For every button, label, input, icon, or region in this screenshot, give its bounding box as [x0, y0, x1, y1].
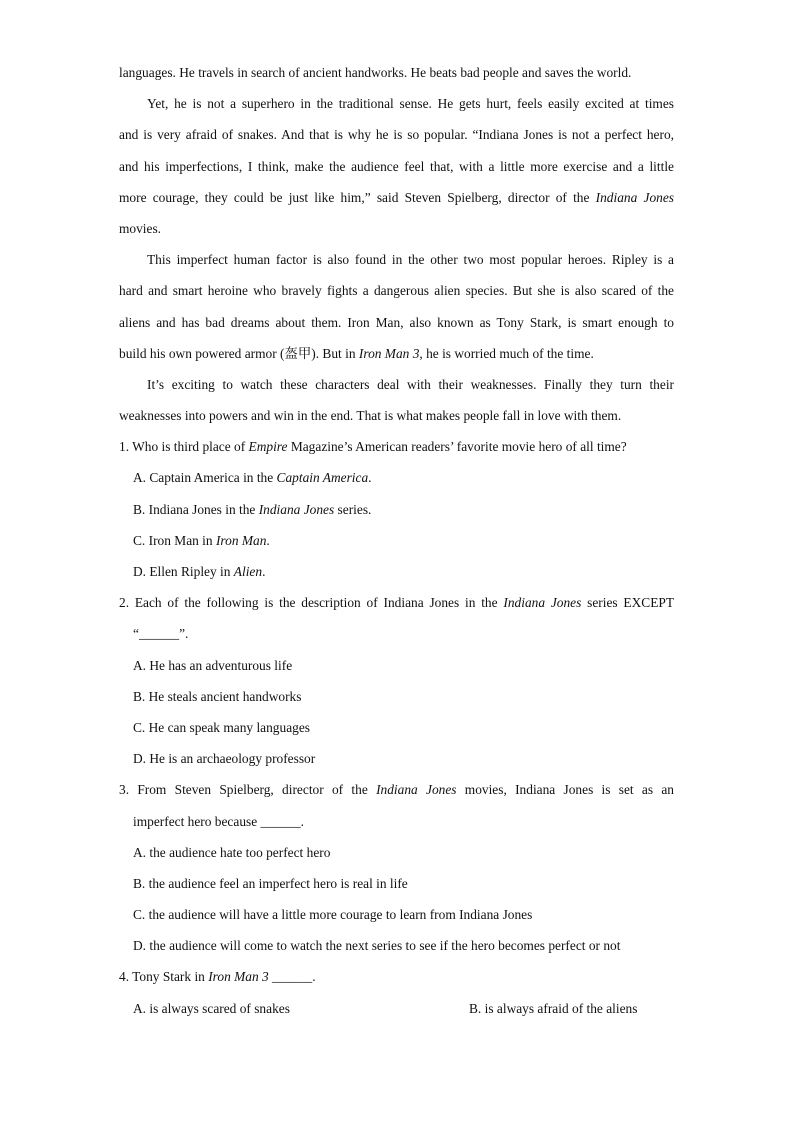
movie-title: Indiana Jones	[258, 501, 335, 517]
question-3-option-d[interactable]: D. the audience will come to watch the next series to see if the hero becomes perfect or not	[133, 938, 621, 954]
question-3-option-a[interactable]: A. the audience hate too perfect hero	[133, 844, 331, 860]
question-text: series EXCEPT	[581, 595, 674, 611]
question-text: ______.	[268, 969, 316, 985]
movie-title: Indiana Jones	[503, 595, 582, 611]
question-3-option-b[interactable]: B. the audience feel an imperfect hero is real in life	[133, 875, 408, 891]
passage-line: This imperfect human factor is also found in the other two most popular heroes. Ripley is a	[147, 252, 674, 268]
document-content	[119, 57, 674, 1024]
passage-line: and his imperfections, I think, make the audience feel that, with a little more exercise and a little	[119, 158, 674, 174]
movie-title: Captain America	[276, 470, 369, 486]
question-text: 1. Who is third place of	[119, 439, 249, 455]
passage-text: , he is worried much of the time.	[419, 345, 594, 361]
passage-line: weaknesses into powers and win in the end. That is what makes people fall in love with them.	[119, 408, 622, 424]
question-2-option-d[interactable]: D. He is an archaeology professor	[133, 751, 316, 767]
question-text: 3. From Steven Spielberg, director of the	[119, 782, 377, 798]
question-1-option-c[interactable]	[119, 525, 674, 556]
option-text: A. Captain America in the	[133, 470, 277, 486]
passage-line: Yet, he is not a superhero in the traditional sense. He gets hurt, feels easily excited at times	[147, 96, 674, 112]
question-text: 4. Tony Stark in	[119, 969, 209, 985]
movie-title: Indiana Jones	[376, 782, 457, 798]
question-text: 2. Each of the following is the description of Indiana Jones in the	[119, 595, 504, 611]
question-2-blank: “______”.	[133, 626, 189, 642]
option-text: B. Indiana Jones in the	[133, 501, 259, 517]
passage-line: aliens and has bad dreams about them. Iron Man, also known as Tony Stark, is smart enough to	[119, 314, 674, 330]
option-text: .	[368, 470, 372, 486]
passage-line: It’s exciting to watch these characters deal with their weaknesses. Finally they turn their	[147, 376, 674, 392]
movie-title: Indiana Jones	[595, 189, 675, 205]
question-1-option-a[interactable]	[119, 462, 674, 493]
question-4-option-b[interactable]: B. is always afraid of the aliens	[469, 1000, 638, 1016]
passage-line: movies.	[119, 220, 162, 236]
movie-title: Alien	[233, 564, 263, 579]
question-4	[119, 961, 674, 992]
question-2	[119, 587, 674, 618]
passage-line	[119, 338, 674, 369]
question-2-option-b[interactable]: B. He steals ancient handworks	[133, 688, 302, 704]
passage-line: and is very afraid of snakes. And that is why he is so popular. “Indiana Jones is not a perfect hero,	[119, 127, 674, 143]
question-text: movies, Indiana Jones is set as an	[456, 782, 675, 798]
question-text: Magazine’s American readers’ favorite movie hero of all time?	[287, 439, 627, 455]
option-text: series.	[334, 501, 372, 517]
movie-title: Iron Man	[215, 532, 267, 548]
question-1-option-d[interactable]	[119, 556, 674, 587]
question-2-option-c[interactable]: C. He can speak many languages	[133, 719, 310, 735]
option-text: D. Ellen Ripley in	[133, 564, 234, 579]
passage-line: hard and smart heroine who bravely fights a dangerous alien species. But she is also scared of the	[119, 283, 674, 299]
question-1-option-b[interactable]	[119, 494, 674, 525]
passage-text: more courage, they could be just like him,” said Steven Spielberg, director of the	[119, 189, 596, 205]
option-text: .	[266, 532, 270, 548]
question-1	[119, 431, 674, 462]
passage-line	[119, 182, 674, 213]
movie-title: Iron Man 3	[208, 969, 269, 985]
question-3	[119, 774, 674, 805]
question-4-option-a[interactable]: A. is always scared of snakes	[133, 1000, 290, 1016]
question-2-option-a[interactable]: A. He has an adventurous life	[133, 657, 293, 673]
magazine-title: Empire	[248, 439, 288, 455]
question-4-options	[119, 993, 674, 1024]
question-3-option-c[interactable]: C. the audience will have a little more courage to learn from Indiana Jones	[133, 907, 533, 923]
movie-title: Iron Man 3	[358, 345, 420, 361]
option-text: C. Iron Man in	[133, 532, 216, 548]
passage-text: build his own powered armor (盔甲). But in	[119, 345, 359, 361]
passage-line: languages. He travels in search of ancient handworks. He beats bad people and saves the world.	[119, 65, 632, 80]
option-text: .	[262, 564, 266, 579]
question-3-continued: imperfect hero because ______.	[133, 813, 305, 829]
